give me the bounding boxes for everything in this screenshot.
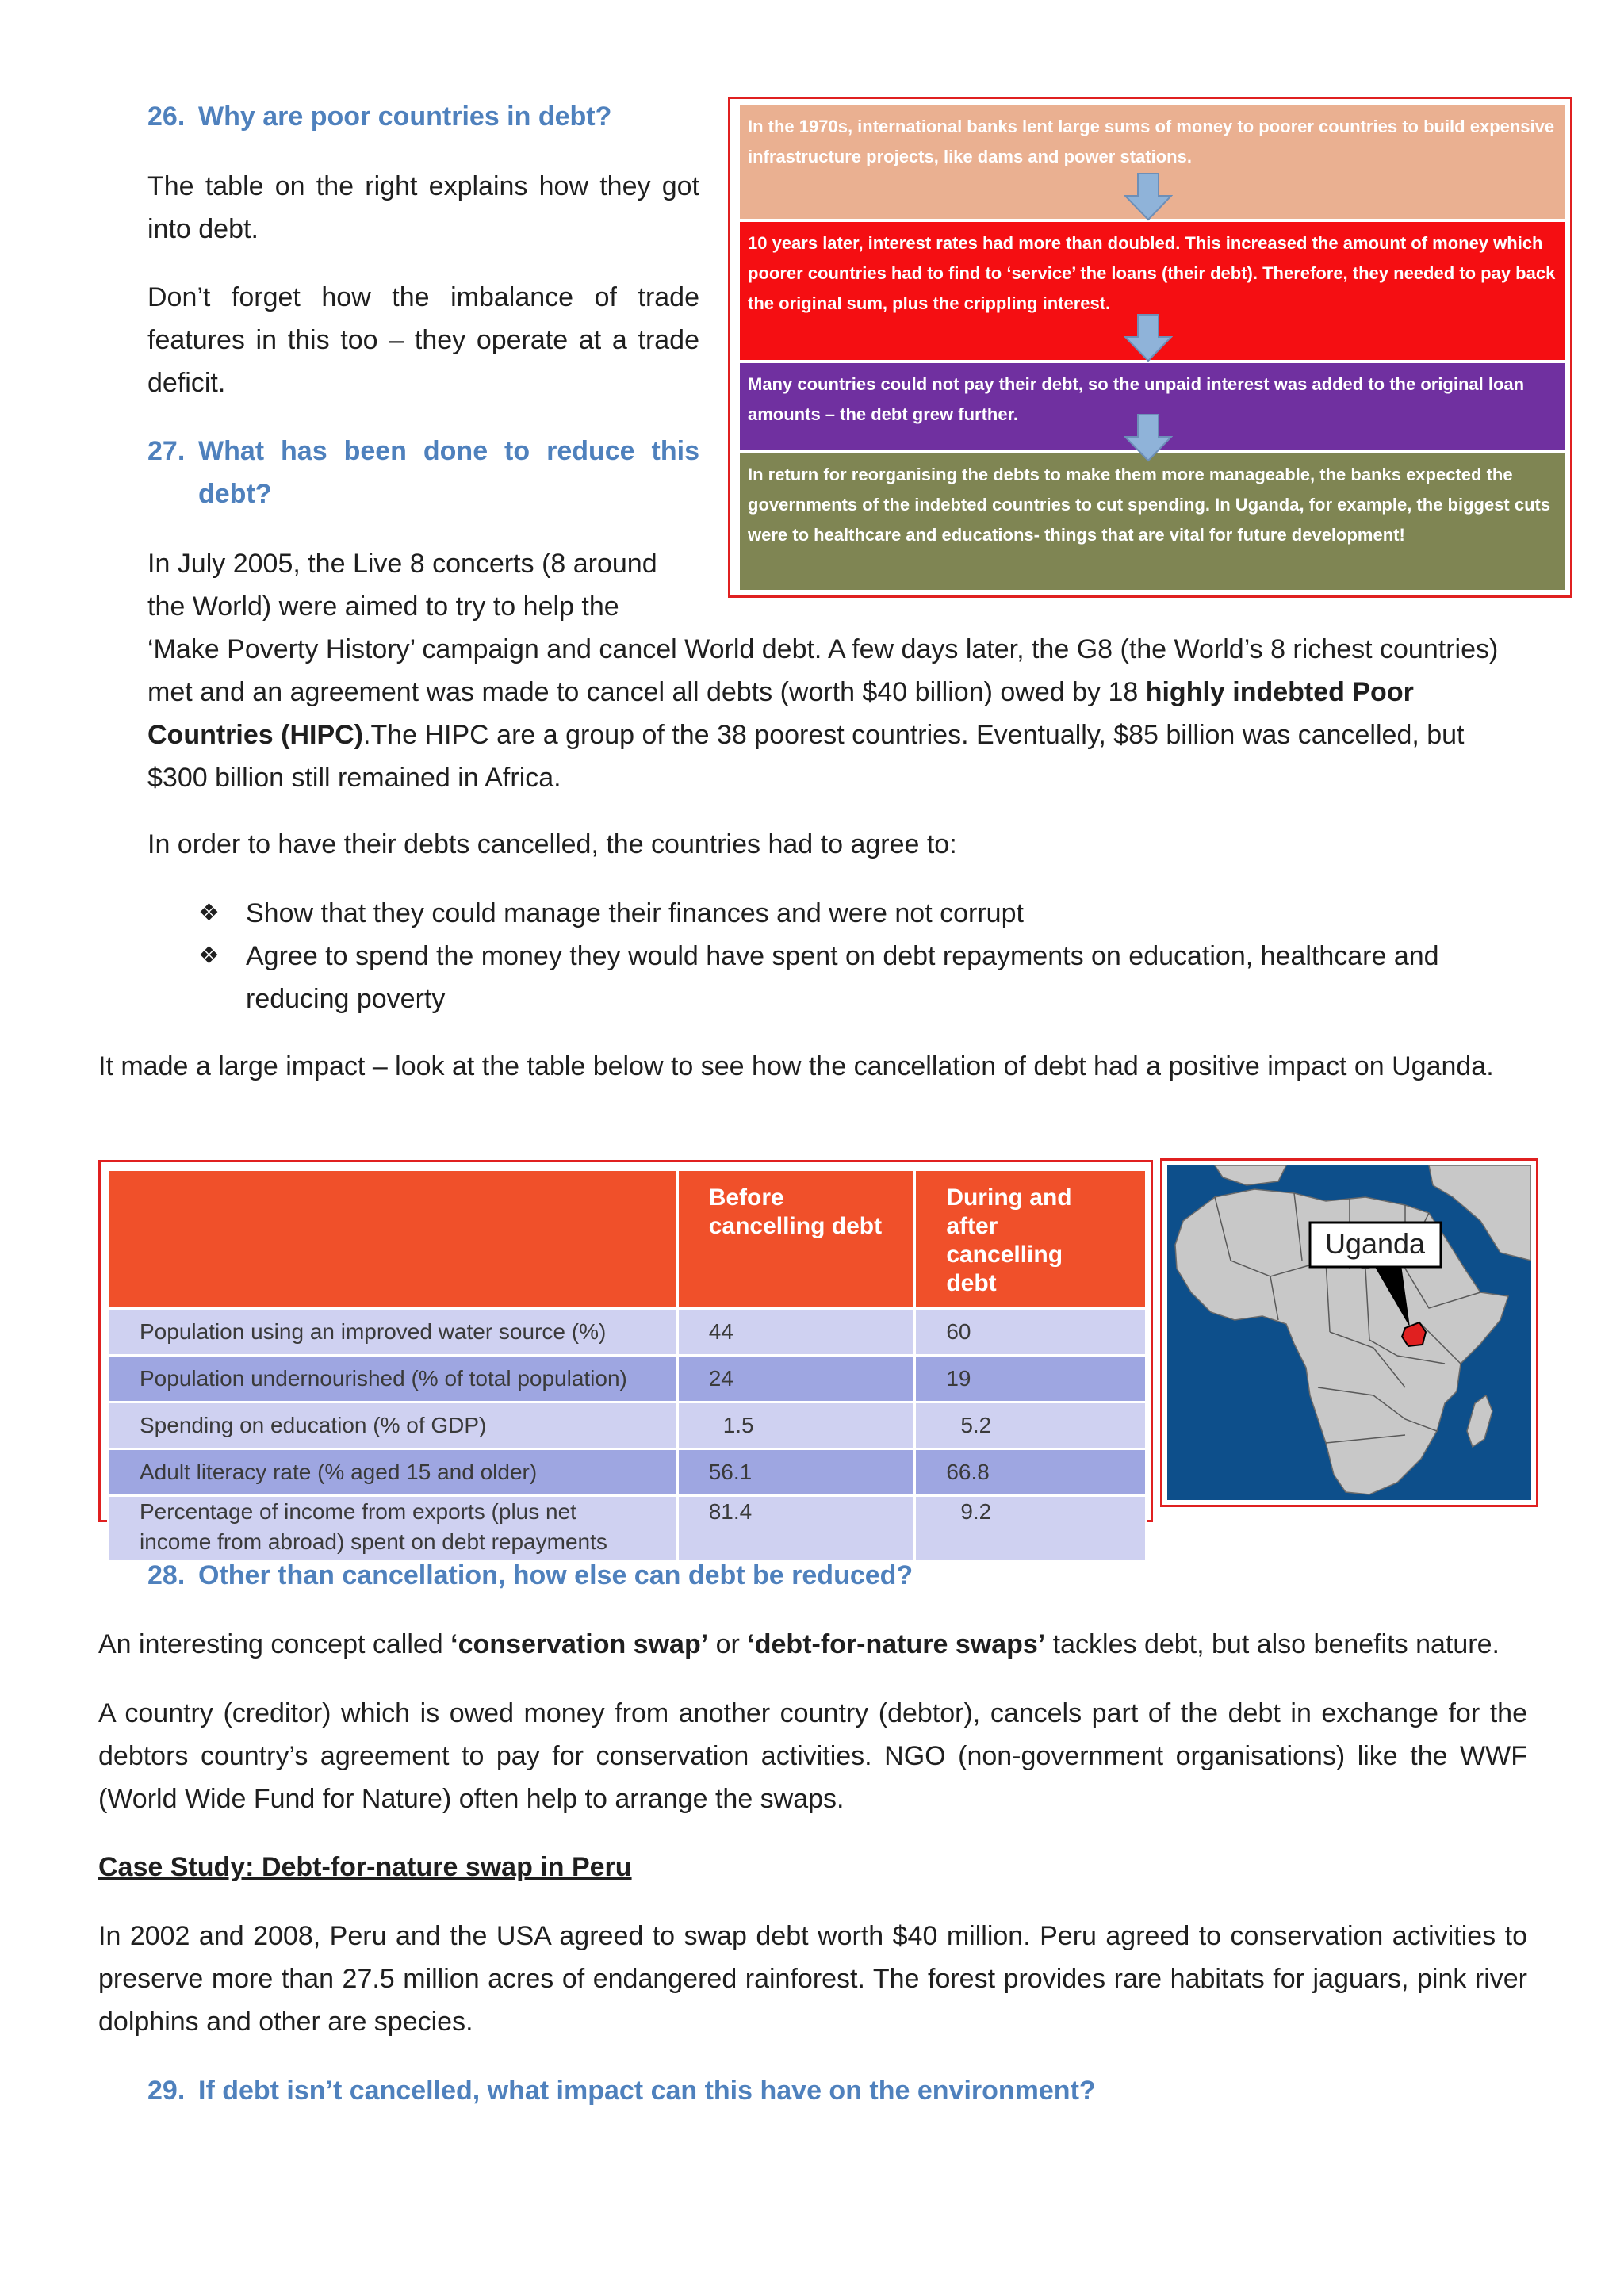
condition-text: Agree to spend the money they would have spent on debt repayments on education, healthcare and reducing poverty (246, 941, 1439, 1014)
q27-paragraph-rest (147, 628, 1511, 799)
uganda-debt-table (107, 1169, 1147, 1563)
q28-paragraph-2: A country (creditor) which is owed money from another country (debtor), cancels part of the debt in exchange for the debtors country’s agreement to pay for conservation activities. NGO (non-government organisations) like the WWF (World Wide Fund for Nature) often help to arrange the swaps. (98, 1698, 1527, 1814)
q28-paragraph-1 (98, 1623, 1526, 1666)
question-title: Other than cancellation, how else can debt be reduced? (198, 1560, 914, 1590)
flow-step-1: In the 1970s, international banks lent large sums of money to poorer countries to build expensive infrastructure projects, like dams and power stations. (740, 105, 1565, 219)
debt-causes-flowchart (728, 97, 1572, 598)
row-after-value: 66.8 (915, 1449, 1147, 1496)
flow-step-4: In return for reorganising the debts to make them more manageable, the banks expected the governments of the indebted countries to cut spending. In Uganda, for example, the biggest cuts were to healthcare and educations- things that are vital for future development! (740, 453, 1565, 590)
bullet-icon: ❖ (198, 900, 220, 926)
condition-item (198, 892, 1515, 935)
row-after-value: 19 (915, 1356, 1147, 1402)
question-number: 29. (147, 2076, 186, 2106)
table-row (109, 1309, 1147, 1356)
conservation-swap-term: ‘conservation swap’ (450, 1629, 709, 1659)
q26-paragraph-2: Don’t forget how the imbalance of trade features in this too – they operate at a trade deficit. (147, 282, 699, 398)
table-row (109, 1402, 1147, 1449)
table-row (109, 1356, 1147, 1402)
condition-text: Show that they could manage their finances and were not corrupt (246, 898, 1024, 928)
row-before-value: 24 (677, 1356, 915, 1402)
debt-for-nature-term: ‘debt-for-nature swaps’ (747, 1629, 1046, 1659)
row-label: Adult literacy rate (% aged 15 and older) (109, 1449, 678, 1496)
row-before-value: 56.1 (677, 1449, 915, 1496)
uganda-debt-table-frame (98, 1160, 1153, 1554)
question-number: 28. (147, 1560, 186, 1590)
row-label: Population using an improved water source (%) (109, 1309, 678, 1356)
table-row (109, 1496, 1147, 1562)
row-after-value: 60 (915, 1309, 1147, 1356)
case-study-text: In 2002 and 2008, Peru and the USA agreed to swap debt worth $40 million. Peru agreed to conservation activities to preserve more than 27.5 million acres of endangered rainforest. The forest provides rare habitats for jaguars, pink river dolphins and other are species. (98, 1921, 1527, 2037)
bullet-icon: ❖ (198, 943, 220, 969)
flow-step-2: 10 years later, interest rates had more than doubled. This increased the amount of money which poorer countries had to find to ‘service’ the loans (their debt). Therefore, they needed to pay back the original sum, plus the crippling interest. (740, 222, 1565, 360)
down-arrow-icon (1124, 413, 1173, 462)
question-26-heading (147, 95, 611, 138)
paragraph-text: An interesting concept called (98, 1629, 451, 1659)
table-header-row (109, 1170, 1147, 1309)
paragraph-text: tackles debt, but also benefits nature. (1045, 1629, 1500, 1659)
paragraph-text: or (708, 1629, 748, 1659)
q27-paragraph-start (147, 542, 718, 628)
condition-item (198, 935, 1515, 1020)
paragraph-line: In July 2005, the Live 8 concerts (8 around (147, 549, 657, 579)
row-label: Population undernourished (% of total population) (109, 1356, 678, 1402)
paragraph-text: .The HIPC are a group of the 38 poorest countries. Eventually, $85 billion was cancelled, but $300 billion still remained in Africa. (147, 720, 1465, 793)
row-label: Percentage of income from exports (plus net income from abroad) spent on debt repayments (109, 1496, 678, 1562)
row-after-value: 9.2 (915, 1496, 1147, 1562)
table-header-blank (109, 1170, 678, 1309)
table-header-after: During and after cancelling debt (915, 1170, 1147, 1309)
down-arrow-icon (1124, 313, 1173, 362)
row-before-value: 44 (677, 1309, 915, 1356)
paragraph-text: ‘Make Poverty History’ campaign and cancel World debt. A few days later, the G8 (the World’s 8 richest countries) met and an agreement was made to cancel all debts (worth $40 billion) owed by 18 (147, 634, 1499, 707)
question-29-heading (147, 2069, 1096, 2112)
question-title: Why are poor countries in debt? (198, 101, 612, 132)
conditions-intro: In order to have their debts cancelled, the countries had to agree to: (147, 829, 957, 859)
paragraph-line: the World) were aimed to try to help the (147, 591, 619, 622)
q26-paragraph-1: The table on the right explains how they got into debt. (147, 171, 699, 244)
table-header-before: Before cancelling debt (677, 1170, 915, 1309)
uganda-label: Uganda (1324, 1227, 1426, 1260)
case-study-title: Case Study: Debt-for-nature swap in Peru (98, 1852, 632, 1882)
question-title: If debt isn’t cancelled, what impact can this have on the environment? (198, 2076, 1096, 2106)
question-number: 27. (147, 436, 186, 466)
row-before-value: 1.5 (677, 1402, 915, 1449)
question-title-line-2: debt? (198, 479, 272, 509)
flow-step-3: Many countries could not pay their debt, so the unpaid interest was added to the original loan amounts – the debt grew further. (740, 363, 1565, 450)
impact-paragraph: It made a large impact – look at the table below to see how the cancellation of debt had a positive impact on Uganda. (98, 1051, 1494, 1081)
down-arrow-icon (1124, 172, 1173, 221)
row-after-value: 5.2 (915, 1402, 1147, 1449)
conditions-list (198, 892, 1515, 1020)
row-label: Spending on education (% of GDP) (109, 1402, 678, 1449)
row-before-value: 81.4 (677, 1496, 915, 1562)
question-number: 26. (147, 101, 186, 132)
question-title-line-1: What has been done to reduce this (198, 436, 699, 466)
africa-map (1167, 1165, 1531, 1500)
table-row (109, 1449, 1147, 1496)
hipc-bold-term: highly indebted Poor Countries (HIPC) (147, 677, 1414, 750)
question-28-heading (147, 1554, 913, 1597)
uganda-map-frame (1160, 1158, 1538, 1507)
question-27-heading (147, 430, 699, 515)
